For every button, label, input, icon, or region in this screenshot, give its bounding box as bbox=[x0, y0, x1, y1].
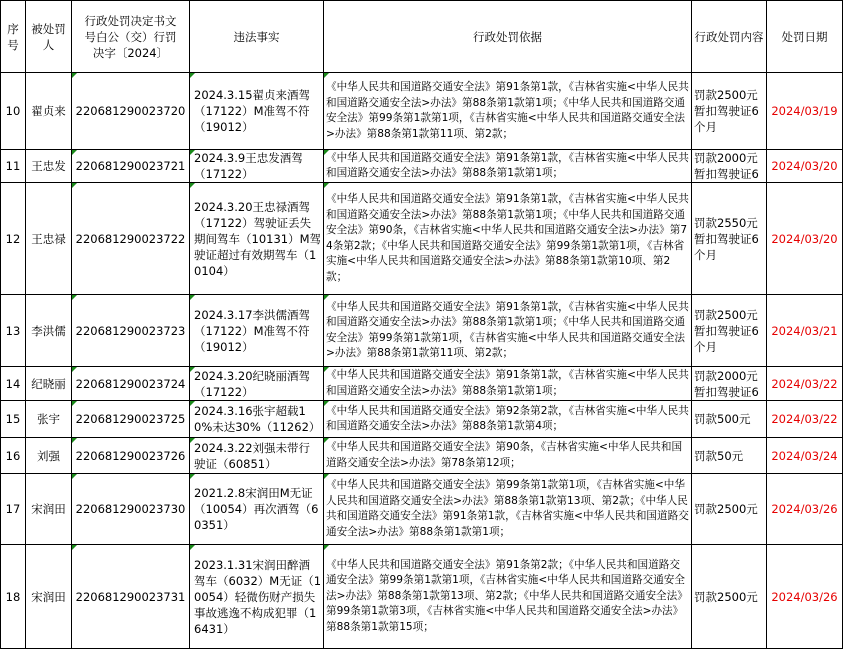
cell-basis: 《中华人民共和国道路交通安全法》第91条第1款，《吉林省实施<中华人民共和国道路交通安全法>办法》第88条第1款第1项； bbox=[324, 150, 692, 183]
cell-seq: 14 bbox=[1, 367, 26, 401]
cell-doc-no: 220681290023720 bbox=[72, 73, 190, 150]
table-row bbox=[1, 474, 843, 545]
cell-seq: 17 bbox=[1, 474, 26, 545]
cell-party: 李洪儒 bbox=[26, 295, 72, 367]
cell-penalty: 罚款2000元暂扣驾驶证6 bbox=[692, 367, 767, 401]
header-seq: 序号 bbox=[1, 1, 26, 73]
cell-seq: 16 bbox=[1, 438, 26, 474]
cell-violation: 2024.3.22刘强未带行驶证（60851） bbox=[190, 438, 324, 474]
header-penalty: 行政处罚内容 bbox=[692, 1, 767, 73]
cell-penalty: 罚款500元 bbox=[692, 401, 767, 438]
cell-party: 张宇 bbox=[26, 401, 72, 438]
cell-seq: 15 bbox=[1, 401, 26, 438]
cell-date: 2024/03/26 bbox=[767, 545, 843, 649]
cell-penalty: 罚款2500元暂扣驾驶证6个月 bbox=[692, 73, 767, 150]
cell-basis: 《中华人民共和国道路交通安全法》第91条第1款，《吉林省实施<中华人民共和国道路交通安全法>办法》第88条第1款第1项； bbox=[324, 367, 692, 401]
table-row bbox=[1, 545, 843, 649]
cell-seq: 13 bbox=[1, 295, 26, 367]
header-doc-no: 行政处罚决定书文号白公（交）行罚决字〔2024〕 bbox=[72, 1, 190, 73]
table-row bbox=[1, 150, 843, 183]
header-row bbox=[1, 1, 843, 73]
cell-doc-no: 220681290023724 bbox=[72, 367, 190, 401]
cell-seq: 11 bbox=[1, 150, 26, 183]
cell-basis: 《中华人民共和国道路交通安全法》第91条第1款，《吉林省实施<中华人民共和国道路交通安全法>办法》第88条第1款第1项；《中华人民共和国道路交通安全法》第99条第1款第1项，《吉林省实施<中华人民共和国道路交通安全法>办法》第88条第1款第11项、第2款； bbox=[324, 295, 692, 367]
cell-party: 纪晓丽 bbox=[26, 367, 72, 401]
cell-doc-no: 220681290023725 bbox=[72, 401, 190, 438]
cell-doc-no: 220681290023722 bbox=[72, 183, 190, 295]
table-row bbox=[1, 401, 843, 438]
cell-violation: 2024.3.20王忠禄酒驾（17122）驾驶证丢失期间驾车（10131）M驾驶证超过有效期驾车（10104） bbox=[190, 183, 324, 295]
cell-penalty: 罚款2500元 bbox=[692, 545, 767, 649]
cell-basis: 《中华人民共和国道路交通安全法》第99条第1款第1项，《吉林省实施<中华人民共和国道路交通安全法>办法》第88条第1款第13项、第2款；《中华人民共和国道路交通安全法》第91条第1款，《吉林省实施<中华人民共和国道路交通安全法>办法》第88条第1款第1项； bbox=[324, 474, 692, 545]
cell-violation: 2024.3.15翟贞来酒驾（17122）M准驾不符（19012） bbox=[190, 73, 324, 150]
cell-party: 刘强 bbox=[26, 438, 72, 474]
table-row bbox=[1, 183, 843, 295]
table-row bbox=[1, 438, 843, 474]
header-party: 被处罚人 bbox=[26, 1, 72, 73]
cell-date: 2024/03/20 bbox=[767, 183, 843, 295]
cell-party: 王忠发 bbox=[26, 150, 72, 183]
table-row bbox=[1, 295, 843, 367]
cell-penalty: 罚款50元 bbox=[692, 438, 767, 474]
cell-party: 宋润田 bbox=[26, 545, 72, 649]
cell-penalty: 罚款2000元暂扣驾驶证6 bbox=[692, 150, 767, 183]
cell-basis: 《中华人民共和国道路交通安全法》第92条第2款，《吉林省实施<中华人民共和国道路交通安全法>办法》第88条第1款第4项； bbox=[324, 401, 692, 438]
cell-seq: 10 bbox=[1, 73, 26, 150]
cell-party: 翟贞来 bbox=[26, 73, 72, 150]
cell-date: 2024/03/21 bbox=[767, 295, 843, 367]
cell-violation: 2023.1.31宋润田醉酒驾车（6032）M无证（10054）轻微伤财产损失事故逃逸不构成犯罪（16431） bbox=[190, 545, 324, 649]
cell-date: 2024/03/22 bbox=[767, 367, 843, 401]
cell-violation: 2021.2.8宋润田M无证（10054）再次酒驾（60351） bbox=[190, 474, 324, 545]
cell-seq: 18 bbox=[1, 545, 26, 649]
cell-date: 2024/03/19 bbox=[767, 73, 843, 150]
cell-doc-no: 220681290023721 bbox=[72, 150, 190, 183]
cell-doc-no: 220681290023730 bbox=[72, 474, 190, 545]
cell-doc-no: 220681290023723 bbox=[72, 295, 190, 367]
table-row bbox=[1, 73, 843, 150]
cell-doc-no: 220681290023726 bbox=[72, 438, 190, 474]
header-basis: 行政处罚依据 bbox=[324, 1, 692, 73]
header-date: 处罚日期 bbox=[767, 1, 843, 73]
table-row bbox=[1, 367, 843, 401]
header-violation: 违法事实 bbox=[190, 1, 324, 73]
cell-basis: 《中华人民共和国道路交通安全法》第91条第1款，《吉林省实施<中华人民共和国道路交通安全法>办法》第88条第1款第1项；《中华人民共和国道路交通安全法》第90条，《吉林省实施<中华人民共和国道路交通安全法>办法》第74条第2款；《中华人民共和国道路交通安全法》第99条第1款第1项，《吉林省实施<中华人民共和国道路交通安全法>办法》第88条第1款第10项、第2款； bbox=[324, 183, 692, 295]
cell-doc-no: 220681290023731 bbox=[72, 545, 190, 649]
cell-penalty: 罚款2500元 bbox=[692, 474, 767, 545]
cell-date: 2024/03/24 bbox=[767, 438, 843, 474]
cell-basis: 《中华人民共和国道路交通安全法》第90条，《吉林省实施<中华人民共和国道路交通安全法>办法》第78条第12项； bbox=[324, 438, 692, 474]
cell-violation: 2024.3.16张宇超载10%未达30%（11262） bbox=[190, 401, 324, 438]
cell-seq: 12 bbox=[1, 183, 26, 295]
cell-party: 王忠禄 bbox=[26, 183, 72, 295]
cell-date: 2024/03/20 bbox=[767, 150, 843, 183]
cell-party: 宋润田 bbox=[26, 474, 72, 545]
cell-violation: 2024.3.9王忠发酒驾（17122） bbox=[190, 150, 324, 183]
cell-basis: 《中华人民共和国道路交通安全法》第91条第2款；《中华人民共和国道路交通安全法》第99条第1款第1项，《吉林省实施<中华人民共和国道路交通安全法>办法》第88条第1款第13项、第2款；《中华人民共和国道路交通安全法》第99条第1款第3项，《吉林省实施<中华人民共和国道路交通安全法>办法》第88条第1款第15项； bbox=[324, 545, 692, 649]
cell-penalty: 罚款2550元暂扣驾驶证6个月 bbox=[692, 183, 767, 295]
cell-violation: 2024.3.17李洪儒酒驾（17122）M准驾不符（19012） bbox=[190, 295, 324, 367]
cell-date: 2024/03/22 bbox=[767, 401, 843, 438]
cell-penalty: 罚款2500元暂扣驾驶证6个月 bbox=[692, 295, 767, 367]
cell-basis: 《中华人民共和国道路交通安全法》第91条第1款，《吉林省实施<中华人民共和国道路交通安全法>办法》第88条第1款第1项；《中华人民共和国道路交通安全法》第99条第1款第1项，《吉林省实施<中华人民共和国道路交通安全法>办法》第88条第1款第11项、第2款； bbox=[324, 73, 692, 150]
cell-date: 2024/03/26 bbox=[767, 474, 843, 545]
cell-violation: 2024.3.20纪晓丽酒驾（17122） bbox=[190, 367, 324, 401]
